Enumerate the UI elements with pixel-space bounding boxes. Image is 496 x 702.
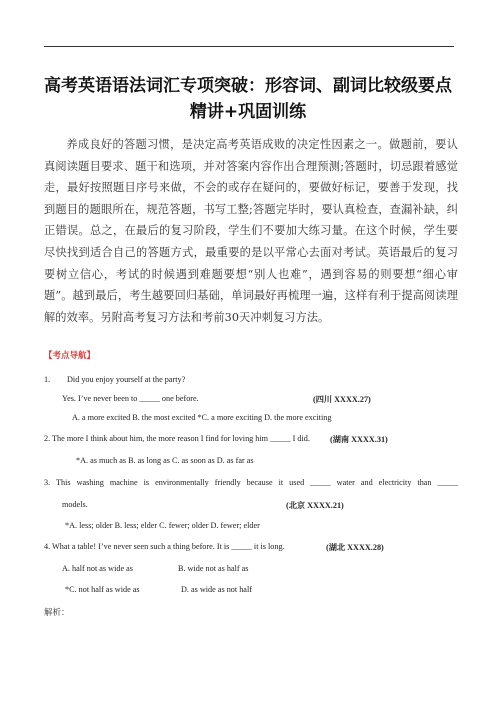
q4-source: (湖北 XXXX.28) [326,543,384,552]
q2-source: (湖南 XXXX.31) [330,435,388,444]
analysis-label: 解析： [44,608,70,618]
q1-number: 1. [44,375,51,384]
q1-line2: Yes. I’ve never been to _____ one before. [62,394,199,403]
intro-paragraph: 养成良好的答题习惯，是决定高考英语成败的决定性因素之一。做题前，要认真阅读题目要求、题干和选项，并对答案内容作出合理预测;答题时，切忌跟着感觉走，最好按照题目序号来做，不会的或存在疑问的，要做好标记，要善于发现，找到题目的题眼所在，规范答题，书写工整;答题完毕时，要认真检查，查漏补缺，纠正错误。总之，在最后的复习阶段，学生们不要加大练习量。在这个时候，学生要尽快找到适合自己的答题方式，最重要的是以平常心去面对考试。英语最后的复习要树立信心，考试的时候遇到难题要想“别人也难”，遇到容易的则要想“细心审题”。越到最后，考生越要回归基础，单词最好再梳理一遍，这样有利于提高阅读理解的效率。另附高考复习方法和考前30天冲刺复习方法。 [44,138,458,324]
q4-option-c: *C. not half as wide as [65,585,140,594]
q2-options: *A. as much as B. as long as C. as soon as D. as far as [76,456,254,465]
q3-options: *A. less; older B. less; elder C. fewer; older D. fewer; elder [65,521,260,530]
q2-stem: 2. The more I think about him, the more reason I find for loving him _____ I did. [44,434,310,443]
q4-option-d: D. as wide as not half [181,585,252,594]
q3-line2: models. [62,500,88,509]
q3-stem: 3. This washing machine is environmentally friendly because it used _____ water and electricity than _____ [44,478,458,487]
q4-option-b: B. wide not as half as [178,564,249,573]
page-title-line2: 精讲+巩固训练 [189,102,307,122]
q4-option-a: A. half not as wide as [62,564,133,573]
section-tag: 【考点导航】 [44,351,96,361]
page-title-line1: 高考英语语法词汇专项突破：形容词、副词比较级要点 [44,76,452,96]
q4-stem: 4. What a table! I’ve never seen such a thing before. It is _____ it is long. [44,542,285,551]
header-rule [44,46,454,47]
q3-source: (北京 XXXX.21) [286,501,344,510]
q1-options: A. a more excited B. the most excited *C. a more exciting D. the more exciting [72,413,332,422]
q1-source: (四川 XXXX.27) [313,395,371,404]
q1-stem: Did you enjoy yourself at the party? [67,375,186,384]
